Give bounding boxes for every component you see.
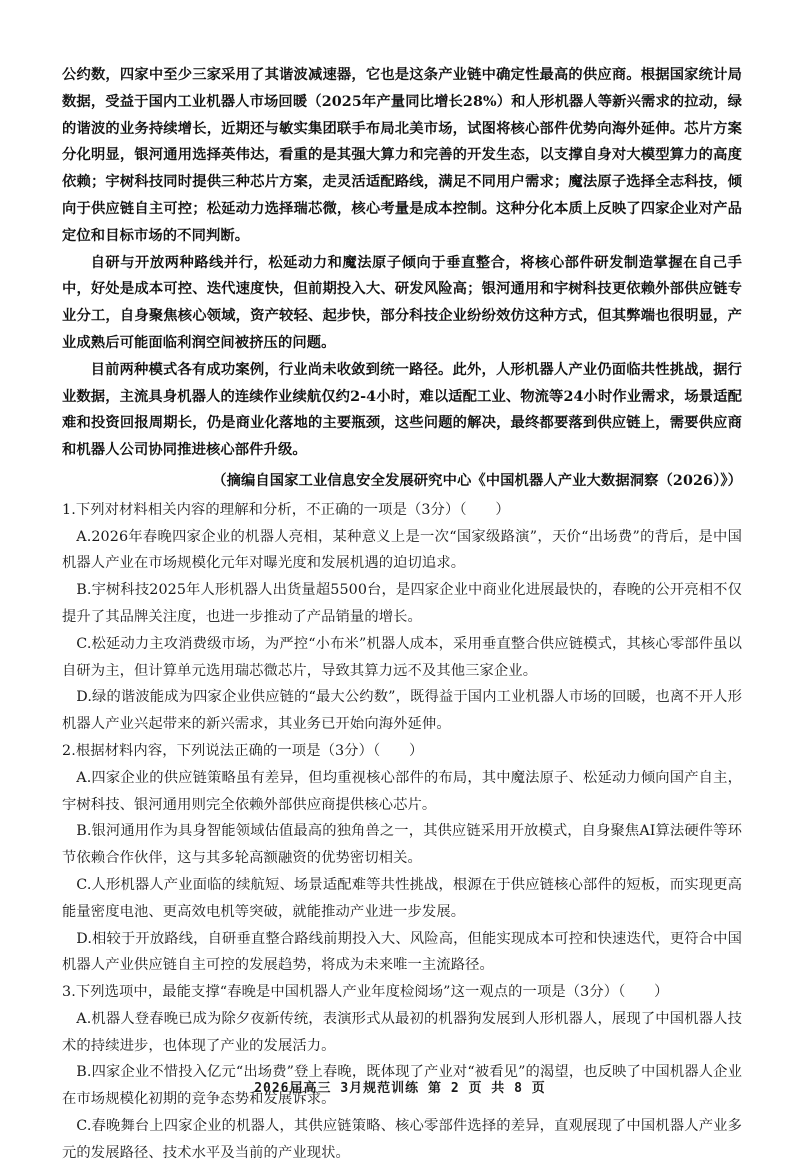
option-d: D.绿的谐波能成为四家企业供应链的“最大公约数”，既得益于国内工业机器人市场的回暖，也离不开人形机器人产业兴起带来的新兴需求，其业务已开始向海外延伸。 — [62, 689, 742, 733]
option-c: C.松延动力主攻消费级市场，为严控“小布米”机器人成本，采用垂直整合供应链模式，其核心零部件虽以自研为主，但计算单元选用瑞芯微芯片，导致其算力远不及其他三家企业。 — [62, 635, 742, 679]
question-stem: 1.下列对材料相关内容的理解和分析，不正确的一项是（3分）（ ） — [62, 501, 510, 518]
option-c: C.春晚舞台上四家企业的机器人，其供应链策略、核心零部件选择的差异，直观展现了中国机器人产业多元的发展路径、技术水平及当前的产业现状。 — [62, 1118, 742, 1161]
question-stem: 3.下列选项中，最能支撑“春晚是中国机器人产业年度检阅场”这一观点的一项是（3分）（ ） — [62, 984, 669, 1001]
option-c: C.人形机器人产业面临的续航短、场景适配难等共性挑战，根源在于供应链核心部件的短板，而实现更高能量密度电池、更高效电机等突破，就能推动产业进一步发展。 — [62, 876, 742, 920]
question-3 — [62, 979, 742, 1167]
question-1 — [62, 497, 742, 738]
question-stem: 2.根据材料内容，下列说法正确的一项是（3分）（ ） — [62, 742, 424, 759]
document-page — [62, 62, 742, 1167]
option-b: B.四家企业不惜投入亿元“出场费”登上春晚，既体现了产业对“被看见”的渴望，也反映了中国机器人企业在市场规模化初期的竞争态势和发展诉求。 — [62, 1064, 742, 1108]
passage-source: （摘编自国家工业信息安全发展研究中心《中国机器人产业大数据洞察（2026）》） — [212, 472, 742, 489]
passage-paragraph-3: 目前两种模式各有成功案例，行业尚未收敛到统一路径。此外，人形机器人产业仍面临共性挑战，据行业数据，主流具身机器人的连续作业续航仅约2-4小时，难以适配工业、物流等24小时作业需求，场景适配难和投资回报周期长，仍是商业化落地的主要瓶颈，这些问题的解决，最终都要落到供应链上，需要供应商和机器人公司协同推进核心部件升级。 — [62, 361, 742, 459]
option-a: A.机器人登春晚已成为除夕夜新传统，表演形式从最初的机器狗发展到人形机器人，展现了中国机器人技术的持续进步，也体现了产业的发展活力。 — [62, 1010, 742, 1054]
passage-paragraph-1: 公约数，四家中至少三家采用了其谐波减速器，它也是这条产业链中确定性最高的供应商。根据国家统计局数据，受益于国内工业机器人市场回暖（2025年产量同比增长28%）和人形机器人等新兴需求的拉动，绿的谐波的业务持续增长，近期还与敏实集团联手布局北美市场，试图将核心部件优势向海外延伸。芯片方案分化明显，银河通用选择英伟达，看重的是其强大算力和完善的开发生态，以支撑自身对大模型算力的高度依赖；宇树科技同时提供三种芯片方案，走灵活适配路线，满足不同用户需求；魔法原子选择全志科技，倾向于供应链自主可控；松延动力选择瑞芯微，核心考量是成本控制。这种分化本质上反映了四家企业对产品定位和目标市场的不同判断。 — [62, 67, 742, 244]
option-a: A.2026年春晚四家企业的机器人亮相，某种意义上是一次“国家级路演”，天价“出场费”的背后，是中国机器人产业在市场规模化元年对曝光度和发展机遇的迫切追求。 — [62, 528, 742, 572]
option-d: D.相较于开放路线，自研垂直整合路线前期投入大、风险高，但能实现成本可控和快速迭代，更符合中国机器人产业供应链自主可控的发展趋势，将成为未来唯一主流路径。 — [62, 930, 742, 974]
option-b: B.宇树科技2025年人形机器人出货量超5500台，是四家企业中商业化进展最快的，春晚的公开亮相不仅提升了其品牌关注度，也进一步推动了产品销量的增长。 — [62, 582, 742, 625]
option-a: A.四家企业的供应链策略虽有差异，但均重视核心部件的布局，其中魔法原子、松延动力倾向国产自主，宇树科技、银河通用则完全依赖外部供应商提供核心芯片。 — [62, 769, 742, 813]
passage-paragraph-2: 自研与开放两种路线并行，松延动力和魔法原子倾向于垂直整合，将核心部件研发制造掌握在自己手中，好处是成本可控、迭代速度快，但前期投入大、研发风险高；银河通用和宇树科技更依赖外部供应链专业分工，自身聚焦核心领域，资产较轻、起步快，部分科技企业纷纷效仿这种方式，但其弊端也很明显，产业成熟后可能面临利润空间被挤压的问题。 — [62, 254, 742, 351]
page-footer: 2026届高三 3月规范训练 第 2 页 共 8 页 — [254, 1081, 546, 1096]
question-2 — [62, 738, 742, 979]
option-b: B.银河通用作为具身智能领域估值最高的独角兽之一，其供应链采用开放模式，自身聚焦AI算法硬件等环节依赖合作伙伴，这与其多轮高额融资的优势密切相关。 — [62, 823, 742, 867]
